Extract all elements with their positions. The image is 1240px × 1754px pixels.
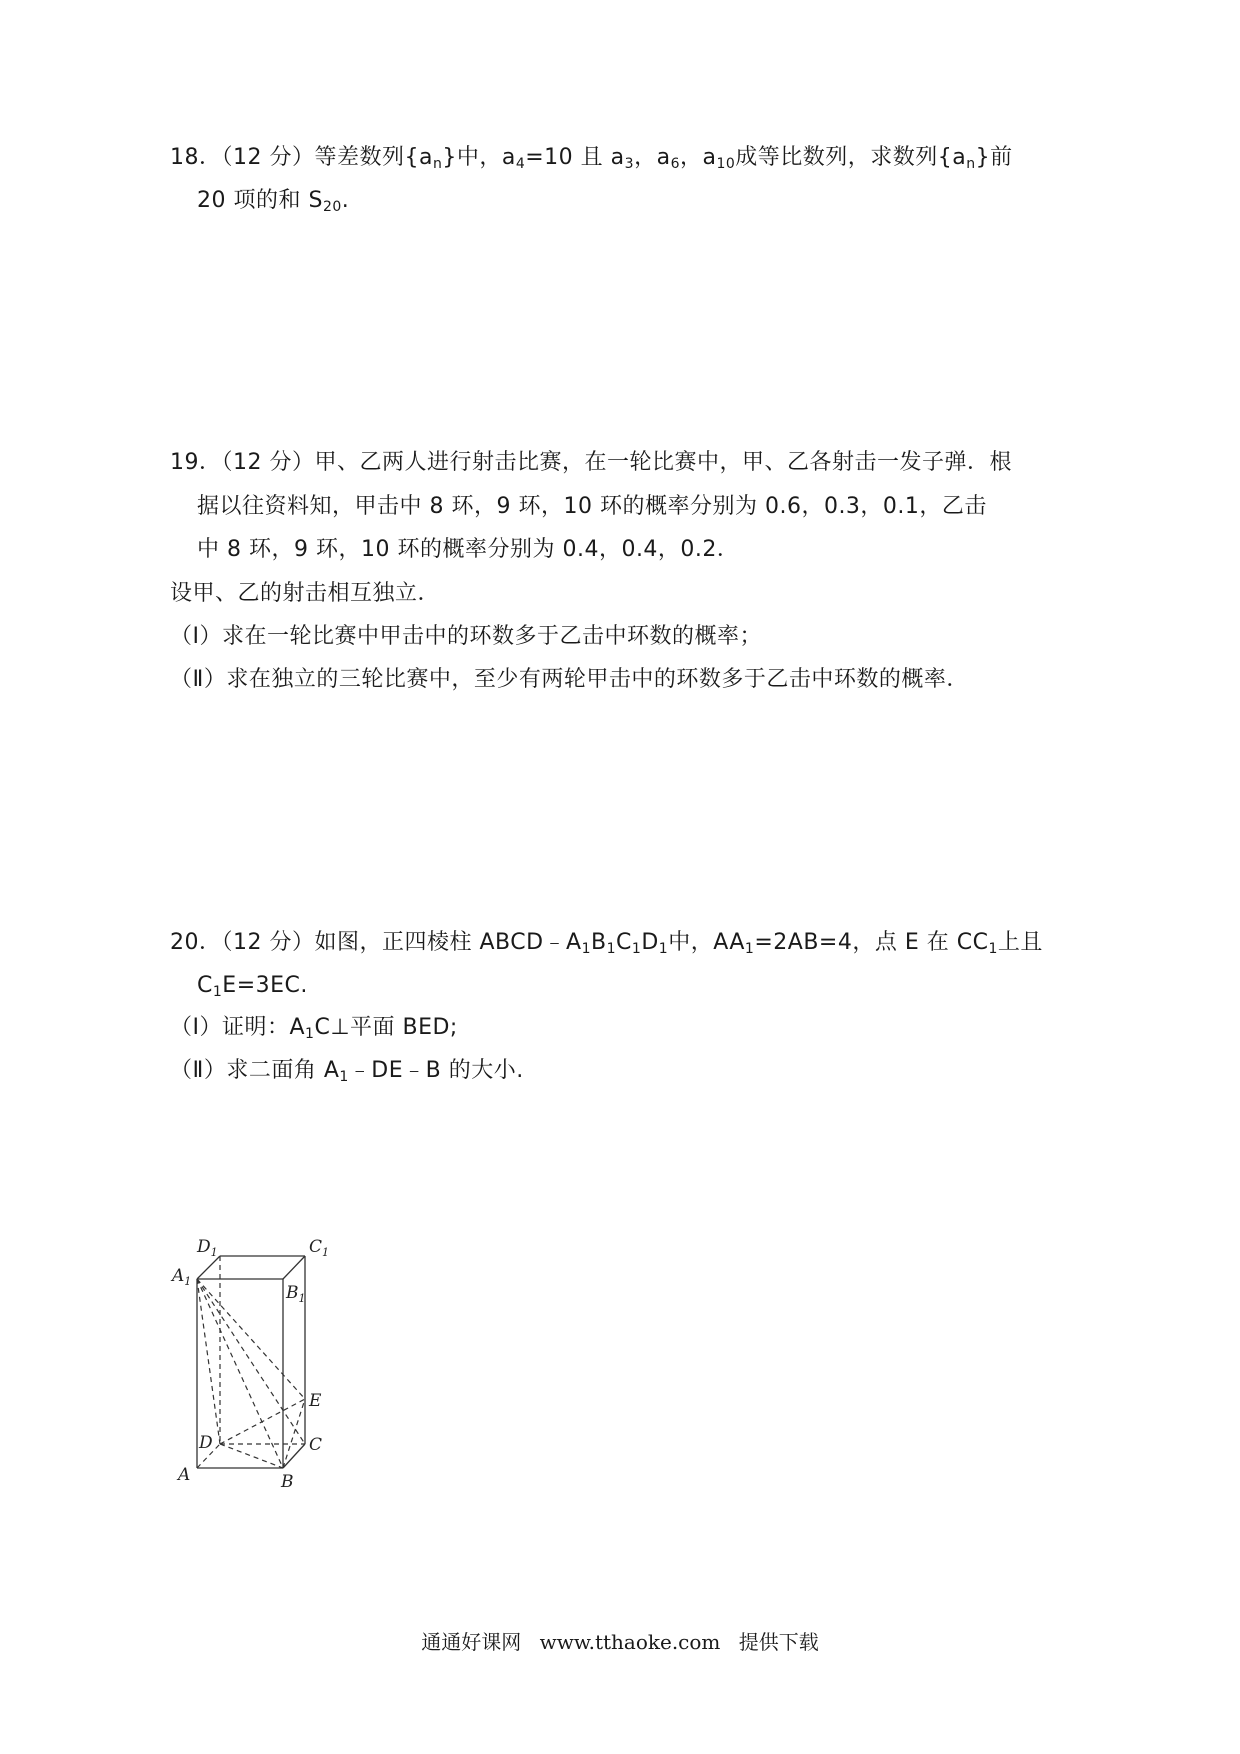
q19-line-4: 设甲、乙的射击相互独立． — [170, 581, 441, 606]
label-c: C — [309, 1435, 323, 1455]
q18-line-1: 18．（12 分）等差数列$\{a_n\}$中，$a_4=10$ 且 $a_3$，$a_6$，$a_{10}$成等比数列，求数列$\{a_n\}$前 — [170, 145, 1013, 172]
segment-d-e — [220, 1399, 305, 1444]
q20-line-2: $C_1E=3EC$. — [197, 973, 308, 1000]
label-b1: $B_1$ — [286, 1283, 306, 1305]
edge-c1-b1 — [283, 1256, 305, 1279]
q20-part-2: （Ⅱ）求二面角 $A_1﹣DE﹣B$ 的大小. — [170, 1058, 524, 1085]
label-a: A — [178, 1465, 191, 1485]
edge-a1-d1 — [197, 1256, 220, 1279]
q19-part-1: （Ⅰ）求在一轮比赛中甲击中的环数多于乙击中环数的概率； — [170, 624, 762, 649]
page-footer — [0, 1628, 1240, 1656]
q20-line-1: 20．（12 分）如图，正四棱柱 $ABCD﹣A_1B_1C_1D_1$中，$AA_1=2AB=4$，点 E 在 $CC_1$上且 — [170, 930, 1043, 957]
prism-figure — [172, 1236, 365, 1492]
footer-url[interactable]: www.tthaoke.com — [539, 1630, 721, 1654]
q18-line-2: 20 项的和 $S_{20}$. — [197, 188, 350, 215]
label-d1: $D_1$ — [197, 1237, 218, 1259]
label-b: B — [281, 1472, 294, 1492]
segment-a1-c — [197, 1279, 305, 1444]
segment-d-b — [220, 1444, 283, 1468]
q19-part-2: （Ⅱ）求在独立的三轮比赛中，至少有两轮甲击中的环数多于乙击中环数的概率． — [170, 667, 969, 692]
label-e: E — [309, 1391, 322, 1411]
label-d: D — [199, 1433, 213, 1453]
q19-line-2: 据以往资料知，甲击中 8 环，9 环，10 环的概率分别为 0.6，0.3，0.1，乙击 — [197, 494, 987, 519]
label-c1: $C_1$ — [309, 1237, 330, 1259]
q19-line-1: 19．（12 分）甲、乙两人进行射击比赛，在一轮比赛中，甲、乙各射击一发子弹．根 — [170, 450, 1012, 475]
q19-line-3: 中 8 环，9 环，10 环的概率分别为 0.4，0.4，0.2． — [197, 537, 740, 562]
footer-note: 提供下载 — [738, 1630, 819, 1654]
q20-part-1: （Ⅰ）证明：$A_1C\perp$平面 BED; — [170, 1015, 458, 1042]
prism-diagram — [172, 1236, 365, 1492]
footer-site-name: 通通好课网 — [421, 1630, 522, 1654]
label-a1: $A_1$ — [172, 1266, 192, 1288]
